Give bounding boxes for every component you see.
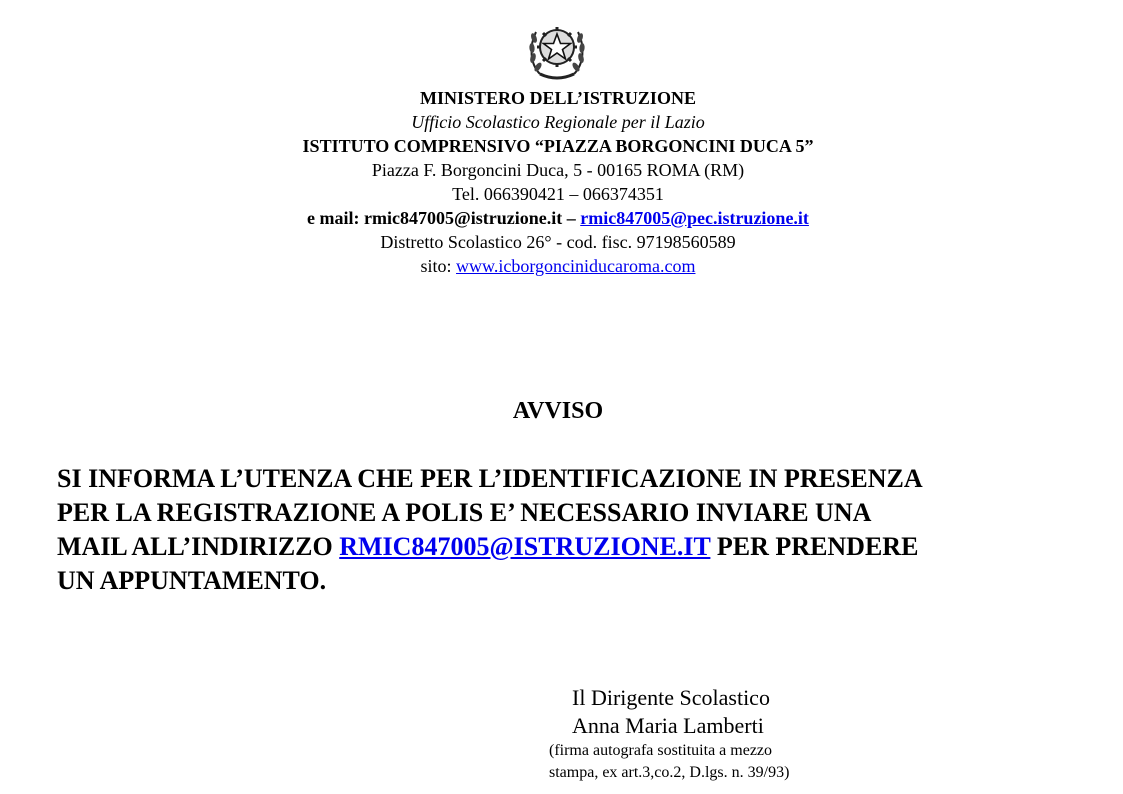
pec-email-link[interactable]: rmic847005@pec.istruzione.it bbox=[580, 208, 809, 228]
italian-republic-emblem-icon bbox=[526, 16, 588, 82]
institute-name: ISTITUTO COMPRENSIVO “PIAZZA BORGONCINI DUCA 5” bbox=[302, 136, 814, 156]
letterhead bbox=[0, 86, 1116, 278]
signature-block bbox=[572, 684, 770, 740]
notice-line-3-suffix: PER PRENDERE bbox=[710, 532, 919, 561]
regional-office: Ufficio Scolastico Regionale per il Lazio bbox=[411, 112, 705, 132]
ministry-name: MINISTERO DELL’ISTRUZIONE bbox=[420, 88, 696, 108]
notice-title: AVVISO bbox=[512, 398, 604, 424]
notice-line-4: UN APPUNTAMENTO. bbox=[57, 566, 327, 595]
notice-line-2: PER LA REGISTRAZIONE A POLIS E’ NECESSARIO INVIARE UNA bbox=[57, 498, 872, 527]
notice-line-3-prefix: MAIL ALL’INDIRIZZO bbox=[57, 532, 340, 561]
notice-email-link[interactable]: RMIC847005@ISTRUZIONE.IT bbox=[339, 532, 711, 561]
notice-line-3 bbox=[57, 530, 1057, 564]
signatory-name: Anna Maria Lamberti bbox=[572, 713, 764, 738]
website-link[interactable]: www.icborgonciniducaroma.com bbox=[456, 256, 696, 276]
email-label: e mail: rmic847005@istruzione.it – bbox=[307, 208, 581, 228]
signature-note bbox=[549, 740, 789, 784]
district-fiscal-code: Distretto Scolastico 26° - cod. fisc. 97198560589 bbox=[380, 232, 736, 252]
institute-phone: Tel. 066390421 – 066374351 bbox=[452, 184, 664, 204]
site-line bbox=[0, 254, 1116, 278]
signatory-role: Il Dirigente Scolastico bbox=[572, 685, 770, 710]
email-line bbox=[0, 206, 1116, 230]
notice-line-1: SI INFORMA L’UTENZA CHE PER L’IDENTIFICAZIONE IN PRESENZA bbox=[57, 464, 923, 493]
signature-note-line-2: stampa, ex art.3,co.2, D.lgs. n. 39/93) bbox=[549, 764, 790, 781]
institute-address: Piazza F. Borgoncini Duca, 5 - 00165 ROMA (RM) bbox=[371, 160, 745, 180]
site-label: sito: bbox=[420, 256, 457, 276]
notice-body bbox=[57, 462, 1057, 598]
signature-note-line-1: (firma autografa sostituita a mezzo bbox=[549, 742, 773, 759]
